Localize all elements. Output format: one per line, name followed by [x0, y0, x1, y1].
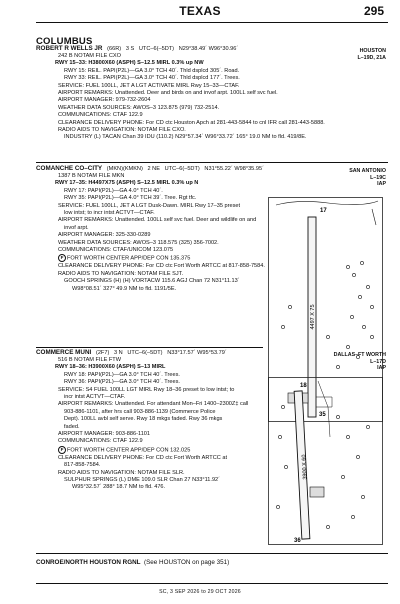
dme-line: SULPHUR SPRINGS (L) DME 109.0 SLR Chan 27 N33°11.92´ [64, 476, 221, 483]
vortac-line: GOOCH SPRINGS (H) (H) VORTACW 115.6 AGJ Chan 72 N31°11.13´ [64, 278, 240, 285]
airport-name: COMANCHE CO–CITY [36, 165, 103, 172]
manager-line: AIRPORT MANAGER: 979-732-2604 [58, 97, 151, 104]
city-heading: COLUMBUS [36, 36, 93, 47]
section-rule [36, 553, 388, 554]
runway-end-line: RWY 35: PAPI(P2L)—GA 4.0° TCH 39´. Tree. Rgt tfc. [64, 195, 197, 202]
chart-ref-commerce [334, 352, 386, 372]
runway-end-line: RWY 15: REIL. PAPI(P2L)—GA 3.0° TCH 40´. Thld dsplcd 305´. Road. [64, 67, 240, 74]
center-freq: FORT WORTH CENTER APP/DEP CON 132.025 [67, 447, 191, 454]
page-number: 295 [363, 4, 384, 18]
elevation-line: 1387 B NOTAM FILE MKN [58, 173, 125, 179]
comm-line: COMMUNICATIONS: CTAF 122.9 [58, 112, 143, 119]
service-line: SERVICE: FUEL 100LL, JET A LGT ACTIVATE MIRL Rwy 15–33—CTAF. [58, 82, 240, 89]
road-line [276, 201, 378, 205]
navaid-line: RADIO AIDS TO NAVIGATION: NOTAM FILE SLR. [58, 469, 185, 476]
clearance-line: CLEARANCE DELIVERY PHONE: For CD ctc Fort Worth ARTCC at [58, 454, 227, 461]
service-line-cont: low intst; to incr intst ACTVT—CTAF. [64, 210, 155, 217]
service-line-cont: incr intst ACTVT—CTAF. [64, 394, 126, 401]
airport-utc: UTC–6(–5DT) [138, 46, 175, 52]
cross-reference: (See HOUSTON on page 351) [143, 559, 230, 566]
header-rule [36, 22, 388, 23]
airport-info-robert [55, 53, 325, 142]
runway-line: RWY 18–36: H3900X60 (ASPH) S–13 MIRL [55, 364, 166, 371]
chart-series: L–19D, 21A [357, 54, 386, 61]
airport-info-commerce [55, 357, 249, 492]
airport-coords: N33°17.57´ W95°53.79´ [167, 350, 227, 356]
remarks-line-cont: invof arpt. [64, 224, 89, 231]
airport-coords: N31°55.22´ W98°35.95´ [204, 166, 264, 172]
runway-line: RWY 15–33: H3800X60 (ASPH) S–12.5 MIRL 0.3% up NW [55, 60, 204, 67]
center-freq: FORT WORTH CENTER APP/DEP CON 135.375 [67, 255, 191, 262]
vortac-line-cont: W98°08.51´ 327° 49.9 NM to fld. 1191/5E. [72, 285, 177, 292]
runway-end-line: RWY 33: REIL. PAPI(P2L)—GA 3.0° TCH 40´. Thld dsplcd 177´. Trees. [64, 75, 240, 82]
chart-area: SAN ANTONIO [349, 168, 386, 174]
service-line: SERVICE: S4 FUEL 100LL LGT MIRL Rwy 18–36 preset to low intst; to [58, 386, 235, 393]
airport-name: CONROE/NORTH HOUSTON RGNL [36, 559, 141, 566]
airport-ident: (2F7) [95, 350, 110, 356]
runway-end-line: RWY 36: PAPI(P2L)—GA 3.0° TCH 40´. Trees. [64, 379, 180, 386]
remarks-line: AIRPORT REMARKS: Unattended. For attendant Mon–Fri 1400–2300Z‡ call [58, 401, 249, 408]
remarks-line: AIRPORT REMARKS: Unattended. 100LL self svc fuel. Deer and wildlife on and [58, 217, 257, 224]
service-line: SERVICE: FUEL 100LL, JET A LGT Dusk-Dawn. MIRL Rwy 17–35 preset [58, 202, 241, 209]
approach-line [58, 254, 265, 263]
navaid-line: RADIO AIDS TO NAVIGATION: NOTAM FILE SJT. [58, 270, 184, 277]
airport-info-comanche [55, 173, 265, 293]
airport-ident: (MKN)(KMKN) [106, 166, 143, 172]
runway-end-line: RWY 18: PAPI(P2L)—GA 3.0° TCH 40´. Trees. [64, 371, 180, 378]
navaid-line: RADIO AIDS TO NAVIGATION: NOTAM FILE CXO. [58, 127, 186, 134]
runway-end-label: 36 [294, 538, 301, 544]
f-circle-icon: F [58, 446, 66, 454]
remarks-line: AIRPORT REMARKS: Unattended. Deer and birds on and invof arpt. 100LL self svc fuel. [58, 90, 278, 97]
airport-coords: N29°38.49´ W96°30.96´ [178, 46, 239, 52]
elevation-line: 516 B NOTAM FILE FTW [58, 357, 121, 363]
comm-line: COMMUNICATIONS: CTAF 122.9 [58, 438, 143, 445]
airport-location: 2 NE [147, 166, 160, 172]
clearance-line: CLEARANCE DELIVERY PHONE: For CD ctc Fort Worth ARTCC at 817-858-7584. [58, 263, 265, 270]
north-arrow [372, 209, 376, 225]
effective-dates: SC, 3 SEP 2026 to 29 OCT 2026 [159, 589, 241, 595]
runway-dimension-label: 3900 X 60 [301, 454, 309, 480]
airport-ident: (66R) [107, 46, 122, 52]
airport-location: 3 N [114, 350, 123, 356]
approach-line [58, 446, 248, 455]
tacan-line: INDUSTRY (L) TACAN Chan 39 IDU (110.2) N29°57.34´ W96°33.72´ 165° 19.0 NM to fld. 419/8E. [64, 134, 307, 141]
airport-name: ROBERT R WELLS JR [36, 45, 103, 52]
runway-end-label: 35 [319, 412, 326, 418]
clearance-line-cont: 817-858-7584. [64, 462, 101, 469]
remarks-line-cont: 903-886-1101, after hrs call 903-886-1139 (Commerce Police [64, 408, 216, 415]
tree-symbols [276, 405, 369, 528]
chart-iap: IAP [377, 365, 386, 372]
remarks-line-cont: Dept). 100LL avbl self serve. Rwy 18 mkgs faded. Rwy 36 mkgs [64, 416, 223, 423]
section-rule [36, 162, 388, 163]
chart-iap: IAP [377, 181, 386, 188]
runway-end-line: RWY 17: PAPI(P2L)—GA 4.0° TCH 40´. [64, 187, 163, 194]
runway-dimension-label: 4497 X 75 [310, 304, 316, 330]
page-state-title: TEXAS [179, 4, 221, 18]
airport-utc: UTC–6(–5DT) [164, 166, 200, 172]
chart-series: L–17D [370, 358, 386, 365]
chart-area: DALLAS–FT WORTH [333, 352, 386, 358]
conroe-reference [36, 559, 229, 566]
manager-line: AIRPORT MANAGER: 903-886-1101 [58, 431, 151, 438]
section-rule [36, 347, 263, 348]
f-circle-icon: F [58, 254, 66, 262]
apron [310, 487, 324, 497]
weather-line: WEATHER DATA SOURCES: AWOS–3 118.575 (325) 356-7002. [58, 239, 219, 246]
elevation-line: 242 B NOTAM FILE CXO [58, 53, 121, 59]
weather-line: WEATHER DATA SOURCES: AWOS–3 123.875 (979) 732-2514. [58, 104, 220, 111]
dme-line-cont: W95°32.57´ 288° 18.7 NM to fld. 476. [72, 484, 166, 491]
road-line [318, 381, 330, 437]
airport-name: COMMERCE MUNI [36, 349, 92, 356]
footer-rule [36, 583, 388, 584]
runway-end-label: 17 [320, 208, 327, 214]
clearance-line: CLEARANCE DELIVERY PHONE: For CD ctc Houston Apch at 281-443-5844 to cnl IFR call 281-443-5888. [58, 119, 325, 126]
chart-ref-robert [357, 48, 386, 61]
runway-line: RWY 17–35: H4497X75 (ASPH) S–12.5 MIRL 0.3% up N [55, 180, 199, 187]
chart-area: HOUSTON [359, 48, 386, 54]
airport-utc: UTC–6(–5DT) [127, 350, 163, 356]
remarks-line-cont: faded. [64, 423, 80, 430]
airport-location: 3 S [125, 46, 135, 52]
runway-end-label: 18 [300, 383, 307, 389]
manager-line: AIRPORT MANAGER: 325-330-0289 [58, 232, 151, 239]
airport-diagram-commerce [268, 377, 383, 545]
comm-line: COMMUNICATIONS: CTAF/UNICOM 123.075 [58, 247, 174, 254]
chart-ref-comanche [349, 168, 386, 188]
chart-series: L–19C [370, 174, 386, 181]
